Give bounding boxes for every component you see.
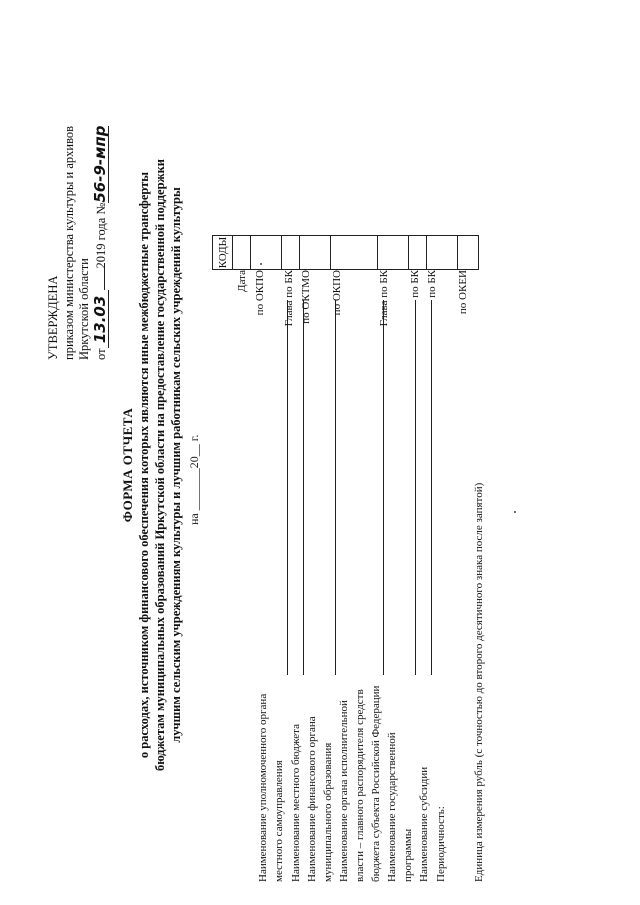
label-executive-3: бюджета субъекта Российской Федерации <box>370 685 382 882</box>
form-subtitle-1: о расходах, источником финансового обеспечения которых являются иные межбюджетные трансферты <box>137 171 151 759</box>
code-cell-bk-2 <box>427 236 458 270</box>
code-cell-oktmo <box>300 236 331 270</box>
label-executive-1: Наименование органа исполнительной <box>338 700 350 882</box>
label-local-budget: Наименование местного бюджета <box>290 724 302 882</box>
right-label-bk-1: по БК <box>409 270 421 298</box>
right-label-head-bk-2: Глава по БК <box>378 270 390 327</box>
code-cell-okei <box>458 236 479 270</box>
label-program-1: Наименование государственной <box>386 732 398 882</box>
fill-line-budget <box>303 300 304 675</box>
label-program-2: программы <box>402 828 414 882</box>
approval-year: 2019 года № <box>93 202 108 269</box>
code-cell-bk-1 <box>409 236 427 270</box>
code-cell-okpo-2 <box>331 236 378 270</box>
right-label-bk-2: по БК <box>426 270 438 298</box>
fill-line-executive <box>383 300 384 675</box>
approval-number-handwritten: 56-9-мпр <box>90 125 109 203</box>
fill-line-authority <box>287 300 288 675</box>
label-finance-body-1: Наименование финансового органа <box>306 716 318 882</box>
fill-line-subsidy <box>431 300 432 675</box>
codes-header: КОДЫ <box>213 236 233 270</box>
approval-order: приказом министерства культуры и архивов <box>61 125 76 360</box>
approval-date-handwritten: 13.03 <box>93 290 110 348</box>
codes-table <box>212 235 479 270</box>
fill-line-program <box>415 300 416 675</box>
code-cell-head-bk-2 <box>378 236 409 270</box>
approval-title: УТВЕРЖДЕНА <box>46 275 60 360</box>
label-finance-body-2: муниципального образования <box>322 742 334 882</box>
right-label-date: Дата <box>236 270 248 292</box>
unit-note: Единица измерения рубль (с точностью до второго десятичного знака после запятой) <box>473 482 485 882</box>
right-label-okei: по ОКЕИ <box>457 270 469 315</box>
label-authority-1: Наименование уполномоченного органа <box>257 693 269 882</box>
form-subtitle-2: бюджетам муниципальных образований Иркутской области на предоставление государственной поддержки <box>153 159 167 771</box>
label-authority-2: местного самоуправления <box>273 760 285 882</box>
form-period: на _______20__ г. <box>187 434 201 525</box>
approval-from: от <box>93 348 108 360</box>
approval-date-line <box>90 125 110 360</box>
label-periodicity: Периодичность: <box>435 806 447 882</box>
form-title: ФОРМА ОТЧЕТА <box>120 407 135 523</box>
right-label-okpo-1: по ОКПО <box>254 270 266 316</box>
right-label-oktmo: по ОКТМО <box>300 270 312 324</box>
label-subsidy: Наименование субсидии <box>418 766 430 882</box>
code-cell-head-bk-1 <box>282 236 300 270</box>
scan-speck <box>260 263 262 265</box>
code-cell-date <box>233 236 251 270</box>
code-cell-okpo-1 <box>251 236 282 270</box>
fill-line-finance <box>335 300 336 675</box>
scan-speck <box>514 511 516 513</box>
label-executive-2: власти – главного распорядителя средств <box>354 689 366 882</box>
approval-region: Иркутской области <box>77 258 91 360</box>
approval-block <box>46 126 109 360</box>
right-label-okpo-2: по ОКПО <box>331 270 343 316</box>
form-subtitle-3: лучшим сельским учреждениям культуры и лучшим работникам сельских учреждений культуры <box>169 187 183 743</box>
right-label-head-bk-1: Глава по БК <box>283 270 295 327</box>
